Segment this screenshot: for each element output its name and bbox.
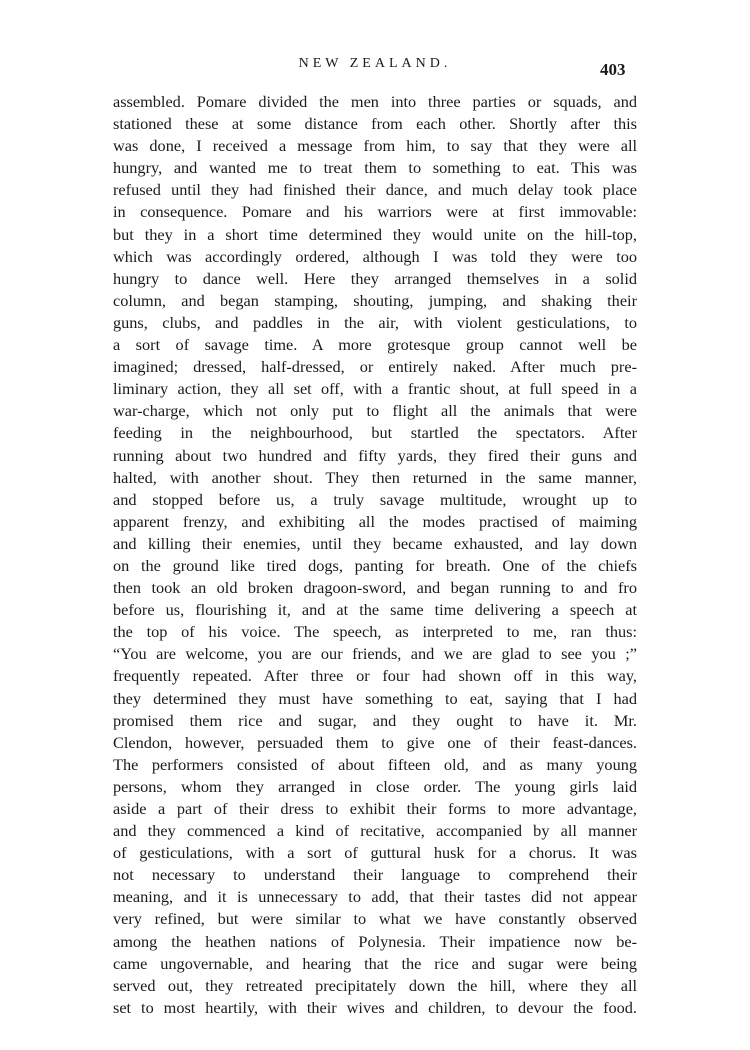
text-line: and killing their enemies, until they became exhausted, and lay down (113, 533, 637, 553)
text-line: they determined they must have something to eat, saying that I had (113, 688, 637, 708)
text-line: on the ground like tired dogs, panting for breath. One of the chiefs (113, 555, 637, 575)
running-head: NEW ZEALAND. (298, 56, 452, 71)
text-line: and they commenced a kind of recitative, accompanied by all manner (113, 821, 637, 841)
body-text (113, 91, 637, 1019)
text-line: liminary action, they all set off, with a frantic shout, at full speed in a (113, 379, 637, 399)
text-line: column, and began stamping, shouting, jumping, and shaking their (113, 290, 637, 310)
text-line: meaning, and it is unnecessary to add, that their tastes did not appear (113, 887, 637, 907)
text-line: in consequence. Pomare and his warriors were at first immovable: (113, 202, 637, 222)
text-line: which was accordingly ordered, although I was told they were too (113, 246, 637, 266)
text-line: the top of his voice. The speech, as interpreted to me, ran thus: (113, 622, 637, 642)
text-line: war-charge, which not only put to flight all the animals that were (113, 401, 637, 421)
text-line: and stopped before us, a truly savage multitude, wrought up to (113, 489, 637, 509)
text-line: of gesticulations, with a sort of guttural husk for a chorus. It was (113, 843, 637, 863)
text-line: served out, they retreated precipitately down the hill, where they all (113, 975, 637, 995)
text-line: not necessary to understand their language to comprehend their (113, 865, 637, 885)
text-line: stationed these at some distance from each other. Shortly after this (113, 114, 637, 134)
text-line: persons, whom they arranged in close order. The young girls laid (113, 776, 637, 796)
text-line: was done, I received a message from him, to say that they were all (113, 136, 637, 156)
text-line: a sort of savage time. A more grotesque group cannot well be (113, 335, 637, 355)
text-line: set to most heartily, with their wives and children, to devour the food. (113, 997, 637, 1017)
text-line: assembled. Pomare divided the men into three parties or squads, and (113, 92, 637, 111)
text-line: The performers consisted of about fifteen old, and as many young (113, 754, 637, 774)
text-line: running about two hundred and fifty yards, they fired their guns and (113, 445, 637, 465)
text-line: feeding in the neighbourhood, but startled the spectators. After (113, 423, 637, 443)
page-number: 403 (600, 60, 626, 79)
text-line: among the heathen nations of Polynesia. Their impatience now be- (113, 931, 637, 951)
text-line: guns, clubs, and paddles in the air, with violent gesticulations, to (113, 312, 637, 332)
text-line: aside a part of their dress to exhibit their forms to more advantage, (113, 799, 637, 818)
text-line: before us, flourishing it, and at the same time delivering a speech at (113, 600, 637, 620)
text-line: Clendon, however, persuaded them to give one of their feast-dances. (113, 732, 637, 752)
text-line: “You are welcome, you are our friends, and we are glad to see you ;” (113, 644, 637, 664)
text-line: came ungovernable, and hearing that the rice and sugar were being (113, 953, 637, 973)
text-line: but they in a short time determined they would unite on the hill-top, (113, 224, 637, 244)
text-line: halted, with another shout. They then returned in the same manner, (113, 467, 637, 487)
text-line: then took an old broken dragoon-sword, and began running to and fro (113, 578, 637, 598)
text-line: very refined, but were similar to what we have constantly observed (113, 909, 637, 929)
text-line: promised them rice and sugar, and they ought to have it. Mr. (113, 710, 637, 730)
text-line: apparent frenzy, and exhibiting all the modes practised of maiming (113, 511, 637, 531)
text-line: hungry to dance well. Here they arranged themselves in a solid (113, 268, 637, 288)
text-line: refused until they had finished their dance, and much delay took place (113, 180, 637, 200)
text-line: imagined; dressed, half-dressed, or entirely naked. After much pre- (113, 357, 637, 377)
text-line: frequently repeated. After three or four had shown off in this way, (113, 666, 637, 686)
text-line: hungry, and wanted me to treat them to something to eat. This was (113, 158, 637, 178)
